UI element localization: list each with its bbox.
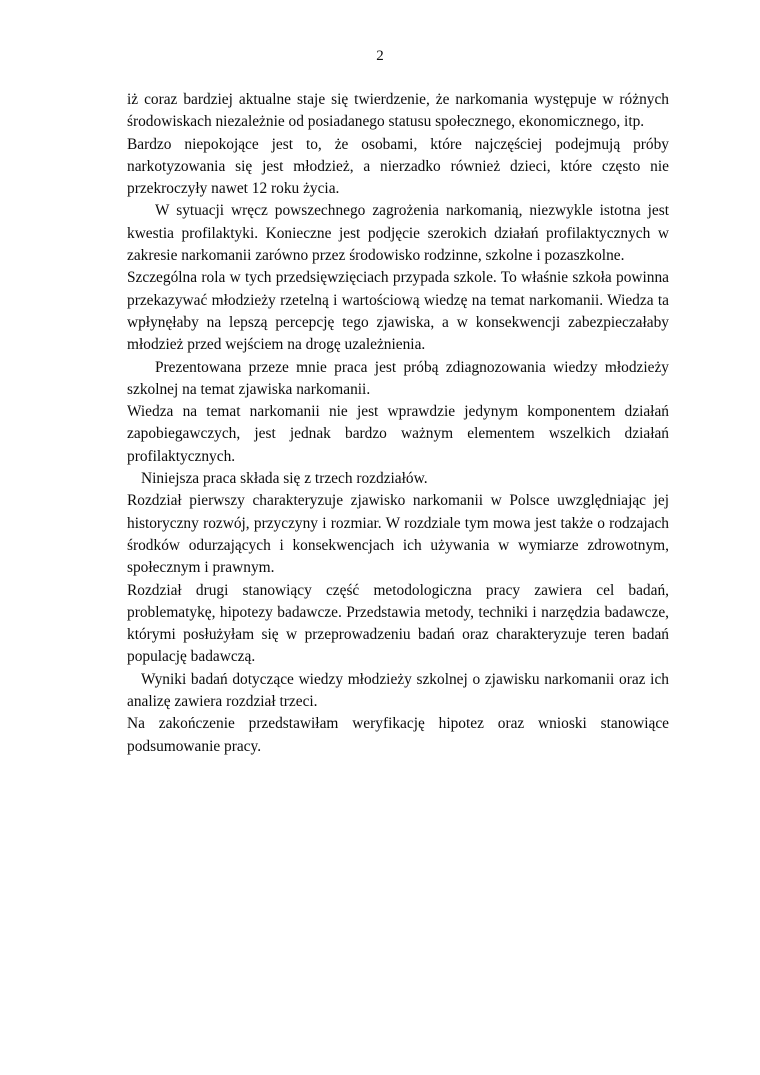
paragraph: Prezentowana przeze mnie praca jest próbą zdiagnozowania wiedzy młodzieży szkolnej na temat zjawiska narkomanii.: [127, 358, 669, 398]
paragraph: Wyniki badań dotyczące wiedzy młodzieży szkolnej o zjawisku narkomanii oraz ich analizę zawiera rozdział trzeci.: [127, 670, 669, 711]
paragraph: Rozdział pierwszy charakteryzuje zjawisko narkomanii w Polsce uwzględniając jej historyczny rozwój, przyczyny i rozmiar. W rozdziale tym mowa jest także o rodzajach środków odurzających i konsekwencjach ich używania w wymiarze zdrowotnym, społecznym i prawnym.: [127, 492, 669, 577]
paragraph: Bardzo niepokojące jest to, że osobami, które najczęściej podejmują próby narkotyzowania się jest młodzież, a nierzadko również dzieci, które często nie przekroczyły nawet 12 roku życia.: [127, 135, 669, 198]
page-number: 2: [376, 48, 384, 64]
paragraph: iż coraz bardziej aktualne staje się twierdzenie, że narkomania występuje w różnych środowiskach niezależnie od posiadanego statusu społecznego, ekonomicznego, itp.: [127, 91, 669, 131]
paragraph: Szczególna rola w tych przedsięwzięciach przypada szkole. To właśnie szkoła powinna przekazywać młodzieży rzetelną i wartościową wiedzę na temat narkomanii. Wiedza ta wpłynęłaby na lepszą percepcję tego zjawiska, a w konsekwencji zabezpieczałaby młodzież przed wejściem na drogę uzależnienia.: [127, 269, 669, 354]
paragraph: W sytuacji wręcz powszechnego zagrożenia narkomanią, niezwykle istotna jest kwestia profilaktyki. Konieczne jest podjęcie szerokich działań profilaktycznych w zakresie narkomanii zarówno przez środowisko rodzinne, szkolne i pozaszkolne.: [127, 202, 669, 265]
paragraph: Wiedza na temat narkomanii nie jest wprawdzie jedynym komponentem działań zapobiegawczych, jest jednak bardzo ważnym elementem wszelkich działań profilaktycznych.: [127, 403, 669, 465]
paragraph: Niniejsza praca składa się z trzech rozdziałów.: [141, 470, 428, 488]
paragraph: Na zakończenie przedstawiłam weryfikację hipotez oraz wnioski stanowiące podsumowanie pracy.: [127, 715, 669, 755]
page-body: [127, 89, 669, 758]
paragraph: Rozdział drugi stanowiący część metodologiczna pracy zawiera cel badań, problematykę, hipotezy badawcze. Przedstawia metody, techniki i narzędzia badawcze, którymi posłużyłam się w przeprowadzeniu badań oraz charakteryzuje teren badań populację badawczą.: [127, 581, 669, 666]
